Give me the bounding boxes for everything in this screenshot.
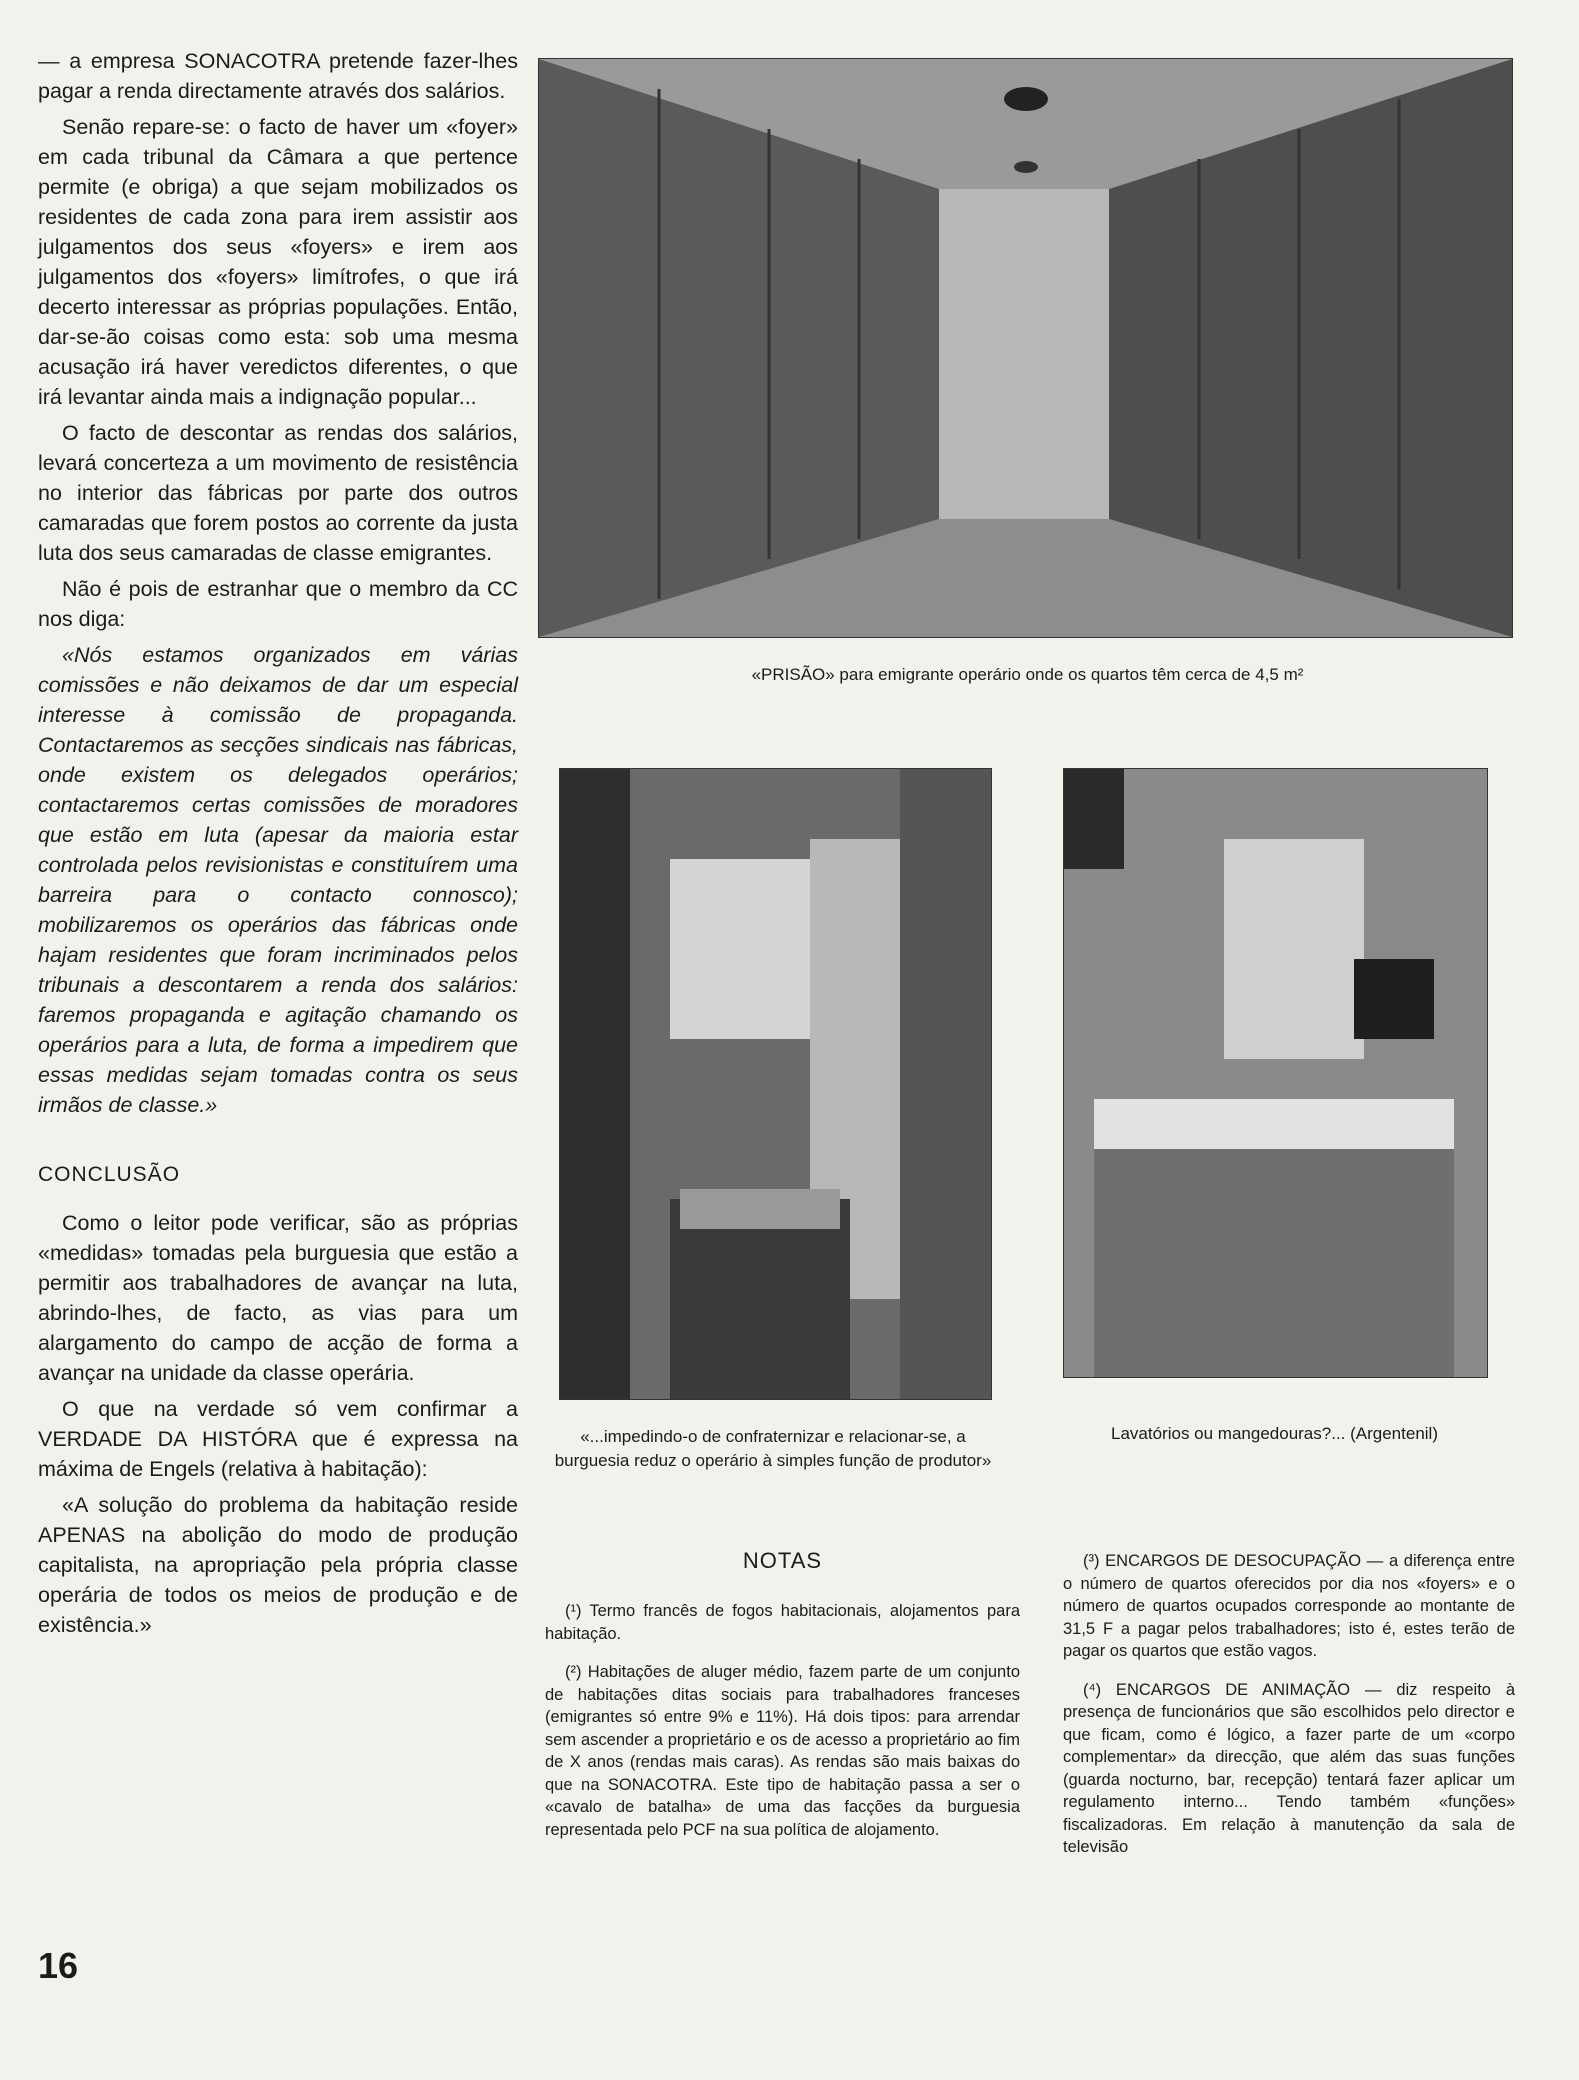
note-3: (³) ENCARGOS DE DESOCUPAÇÃO — a diferença entre o número de quartos oferecidos por dia nos «foyers» e o número de quartos ocupados corresponde ao montante de 31,5 F a pagar pelos trabalhadores; isto é, estes terão de pagar os quartos que estão vagos. (1063, 1552, 1515, 1660)
note-2: (²) Habitações de aluger médio, fazem parte de um conjunto de habitações ditas sociais para trabalhadores franceses (emigrantes só entre 9% e 11%). Há dois tipos: para arrendar sem ascender a proprietário e os de acesso a proprietário ao fim de X anos (rendas mais caras). As rendas são mais baixas do que na SONACOTRA. Este tipo de habitação passa a ser o «cavalo de batalha» de uma das facções da burguesia representada pelo PCF na sua política de alojamento. (545, 1663, 1020, 1839)
washbasins-photo (1063, 768, 1488, 1378)
note-4: (⁴) ENCARGOS DE ANIMAÇÃO — diz respeito à presença de funcionários que são escolhidos pelo director e que ficam, como é lógico, a fazer parte de um «corpo complementar» da direcção, que além das suas funções (guarda nocturno, bar, recepção) tentará fazer aplicar um regulamento interno... Tendo também «funções» fiscalizadoras. Em relação à manutenção da sala de televisão (1063, 1680, 1515, 1856)
note-1: (¹) Termo francês de fogos habitacionais, alojamentos para habitação. (545, 1602, 1020, 1643)
article-left-column (38, 46, 518, 1646)
quote-paragraph: «Nós estamos organizados em várias comissões e não deixamos de dar um especial interesse à comissão de propaganda. Contactaremos as secções sindicais nas fábricas, onde existem os delegados operários; contactaremos certas comissões de moradores que estão em luta (apesar da maioria estar controlada pelos revisionistas e constituírem uma barreira para o contacto connosco); mobilizaremos os operários das fábricas onde hajam residentes que foram incriminados pelos tribunais a descontarem a renda dos salários: faremos propaganda e agitação chamando os operários para a luta, de forma a impedirem que essas medidas sejam tomadas contra os seus irmãos de classe.» (38, 643, 518, 1117)
paragraph: Senão repare-se: o facto de haver um «foyer» em cada tribunal da Câmara a que pertence permite (e obriga) a que sejam mobilizados os residentes de cada zona para irem assistir aos julgamentos dos seus «foyers» e irem aos julgamentos dos «foyers» limítrofes, o que irá decerto interessar as próprias populações. Então, dar-se-ão coisas como esta: sob uma mesma acusação irá haver veredictos diferentes, o que irá levantar ainda mais a indignação popular... (38, 115, 518, 409)
notes-column-right (1063, 1550, 1515, 1875)
notes-column-left (545, 1600, 1020, 1857)
page-number: 16 (38, 1945, 79, 1986)
corridor-caption: «PRISÃO» para emigrante operário onde os quartos têm cerca de 4,5 m² (751, 665, 1304, 684)
bedroom-caption: «...impedindo-o de confraternizar e relacionar-se, a burguesia reduz o operário à simples função de produtor» (554, 1427, 992, 1470)
paragraph: Como o leitor pode verificar, são as próprias «medidas» tomadas pela burguesia que estão a permitir aos trabalhadores de avançar na luta, abrindo-lhes, de facto, as vias para um alargamento do campo de acção de forma a avançar na unidade da classe operária. (38, 1211, 518, 1385)
paragraph: O facto de descontar as rendas dos salários, levará concerteza a um movimento de resistência no interior das fábricas por parte dos outros camaradas que forem postos ao corrente da justa luta dos seus camaradas de classe emigrantes. (38, 421, 518, 565)
section-heading-conclusion: CONCLUSÃO (38, 1163, 181, 1186)
paragraph: — a empresa SONACOTRA pretende fazer-lhes pagar a renda directamente através dos salários. (38, 49, 518, 103)
notes-title: NOTAS (742, 1548, 823, 1573)
paragraph: O que na verdade só vem confirmar a VERDADE DA HISTÓRA que é expressa na máxima de Engels (relativa à habitação): (38, 1397, 518, 1481)
washbasins-caption: Lavatórios ou mangedouras?... (Argentenil) (1111, 1424, 1438, 1443)
paragraph: Não é pois de estranhar que o membro da CC nos diga: (38, 577, 518, 631)
bedroom-photo (559, 768, 992, 1400)
corridor-photo (538, 58, 1513, 638)
paragraph: «A solução do problema da habitação reside APENAS na abolição do modo de produção capitalista, na apropriação pela própria classe operária de todos os meios de produção e de existência.» (38, 1493, 518, 1637)
